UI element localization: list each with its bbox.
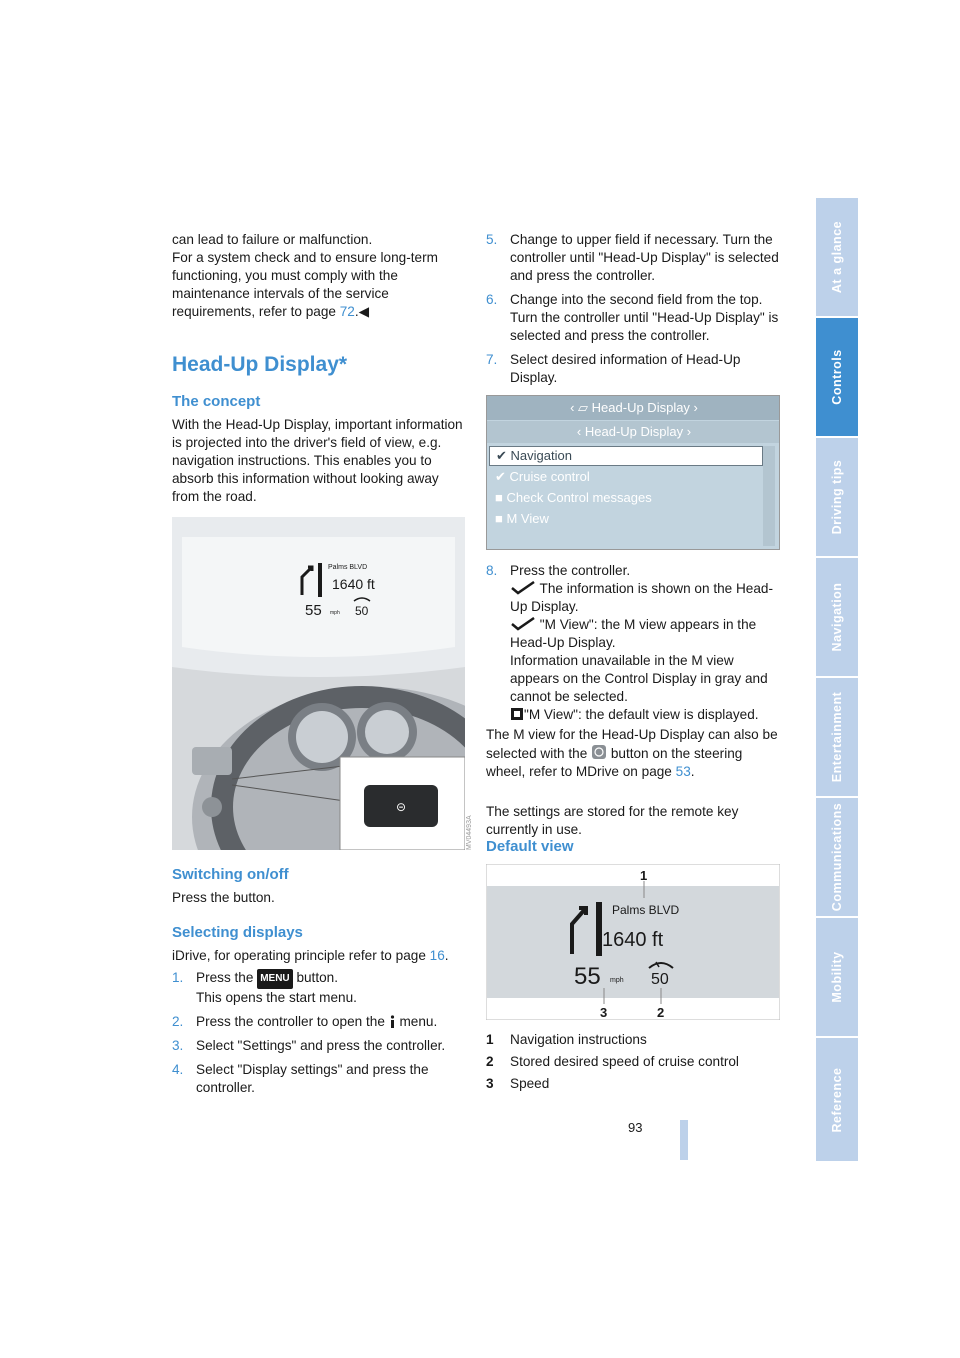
- hud-distance-label: 1640 ft: [332, 576, 375, 592]
- mdrive-button-icon: [591, 744, 607, 760]
- callout-2: 2: [657, 1005, 665, 1020]
- tab-at-a-glance[interactable]: At a glance: [816, 198, 858, 318]
- legend-item: 1 Navigation instructions: [486, 1032, 647, 1047]
- idrive-item-mview[interactable]: ■ M View: [495, 511, 549, 526]
- idrive-hud-icon: ▱: [578, 400, 589, 415]
- step-8: 8. Press the controller. The information is shown on the Head-Up Display. "M View": the M view appears in the Head-Up Display. Information unavailable in the M view appears on the Control Display in gray and cannot be selected. "M View": the default view is displayed.: [486, 563, 774, 722]
- default-street-label: Palms BLVD: [612, 903, 680, 917]
- tab-navigation[interactable]: Navigation: [816, 558, 858, 678]
- default-speed-label: 55: [574, 963, 601, 990]
- idrive-item-cruise[interactable]: ✔ Cruise control: [495, 469, 590, 484]
- storage-paragraph: The settings are stored for the remote key currently in use.: [486, 804, 739, 837]
- step-6: 6. Change into the second field from the top. Turn the controller until "Head-Up Display" is selected and press the controller.: [486, 292, 779, 343]
- concept-text: With the Head-Up Display, important information is projected into the driver's field of view, e.g. navigation instructions. This enables you to absorb this information without looking away from the road.: [172, 417, 463, 504]
- checkmark-icon: ✔: [496, 448, 507, 463]
- checkbox-icon: [510, 707, 524, 721]
- hud-speed-unit: mph: [330, 610, 340, 616]
- page-number: 93: [628, 1120, 643, 1135]
- checkmark-icon: [510, 581, 536, 595]
- intro-line: can lead to failure or malfunction.: [172, 232, 373, 247]
- idrive-top-bar[interactable]: ‹ ▱ Head-Up Display ›: [487, 396, 780, 420]
- photo-watermark: MV04493A: [466, 815, 473, 850]
- step-3: 3. Select "Settings" and press the controller.: [172, 1038, 446, 1053]
- callout-1: 1: [640, 868, 648, 883]
- selecting-heading: Selecting displays: [172, 924, 303, 941]
- callout-3: 3: [600, 1005, 608, 1020]
- mview-paragraph: The M view for the Head-Up Display can also be selected with the button on the steering wheel, refer to MDrive on page 53.: [486, 727, 778, 779]
- step-5: 5. Change to upper field if necessary. Turn the controller until "Head-Up Display" is selected and press the controller.: [486, 232, 779, 283]
- idrive-hud-menu: [486, 395, 780, 550]
- tab-entertainment[interactable]: Entertainment: [816, 678, 858, 798]
- default-speed-unit: mph: [610, 977, 624, 984]
- tab-communications[interactable]: Communications: [816, 798, 858, 918]
- concept-heading: The concept: [172, 393, 261, 410]
- steps-right: [486, 231, 782, 393]
- page-link-53[interactable]: 53: [675, 764, 691, 779]
- step-2: 2. Press the controller to open the menu.: [172, 1014, 438, 1029]
- switching-text: Press the button.: [172, 890, 275, 905]
- legend-list: [486, 1031, 782, 1097]
- idrive-item-check-control[interactable]: ■ Check Control messages: [495, 490, 652, 505]
- hud-cruise-label: 50: [355, 604, 369, 618]
- steps-left: [172, 969, 468, 1103]
- menu-button-icon: MENU: [257, 969, 292, 989]
- checkbox-icon: ■: [495, 490, 503, 505]
- info-icon: [389, 1015, 396, 1028]
- checkmark-icon: [510, 617, 536, 631]
- legend-item: 3 Speed: [486, 1076, 550, 1091]
- default-view-heading: Default view: [486, 838, 574, 855]
- switching-heading: Switching on/off: [172, 866, 289, 883]
- hud-cockpit-photo: [172, 517, 465, 850]
- idrive-sub-bar[interactable]: ‹ Head-Up Display ›: [487, 421, 780, 443]
- page-link-16[interactable]: 16: [429, 948, 445, 963]
- idrive-scrollbar[interactable]: [763, 446, 775, 546]
- tab-mobility[interactable]: Mobility: [816, 918, 858, 1038]
- page-marker: [680, 1120, 688, 1160]
- legend-item: 2 Stored desired speed of cruise control: [486, 1054, 739, 1069]
- tab-controls[interactable]: Controls: [816, 318, 858, 438]
- checkbox-icon: ■: [495, 511, 503, 526]
- step-4: 4. Select "Display settings" and press the controller.: [172, 1062, 429, 1095]
- hud-speed-label: 55: [305, 602, 322, 619]
- step-7: 7. Select desired information of Head-Up Display.: [486, 352, 741, 385]
- section-title: Head-Up Display*: [172, 353, 348, 376]
- selecting-intro: iDrive, for operating principle refer to page 16.: [172, 948, 449, 963]
- tab-reference[interactable]: Reference: [830, 1067, 844, 1132]
- step-1: 1. Press the MENU button. This opens the start menu.: [172, 970, 357, 1005]
- chapter-sidebar: [816, 198, 858, 1161]
- tab-driving-tips[interactable]: Driving tips: [816, 438, 858, 558]
- default-view-diagram: [486, 864, 780, 1020]
- default-distance-label: 1640 ft: [602, 929, 664, 951]
- checkmark-icon: ✔: [495, 469, 506, 484]
- svg-text:⊝: ⊝: [395, 800, 407, 814]
- intro-paragraph: [172, 231, 468, 321]
- hud-street-label: Palms BLVD: [328, 564, 368, 571]
- page-link-72[interactable]: 72: [339, 304, 355, 319]
- intro-maintenance-text: For a system check and to ensure long-term functioning, you must comply with the maintenance intervals of the service requirements, refer to page 72.◀: [172, 250, 438, 319]
- idrive-item-navigation[interactable]: ✔ Navigation: [489, 446, 763, 466]
- default-cruise-label: 50: [651, 971, 669, 988]
